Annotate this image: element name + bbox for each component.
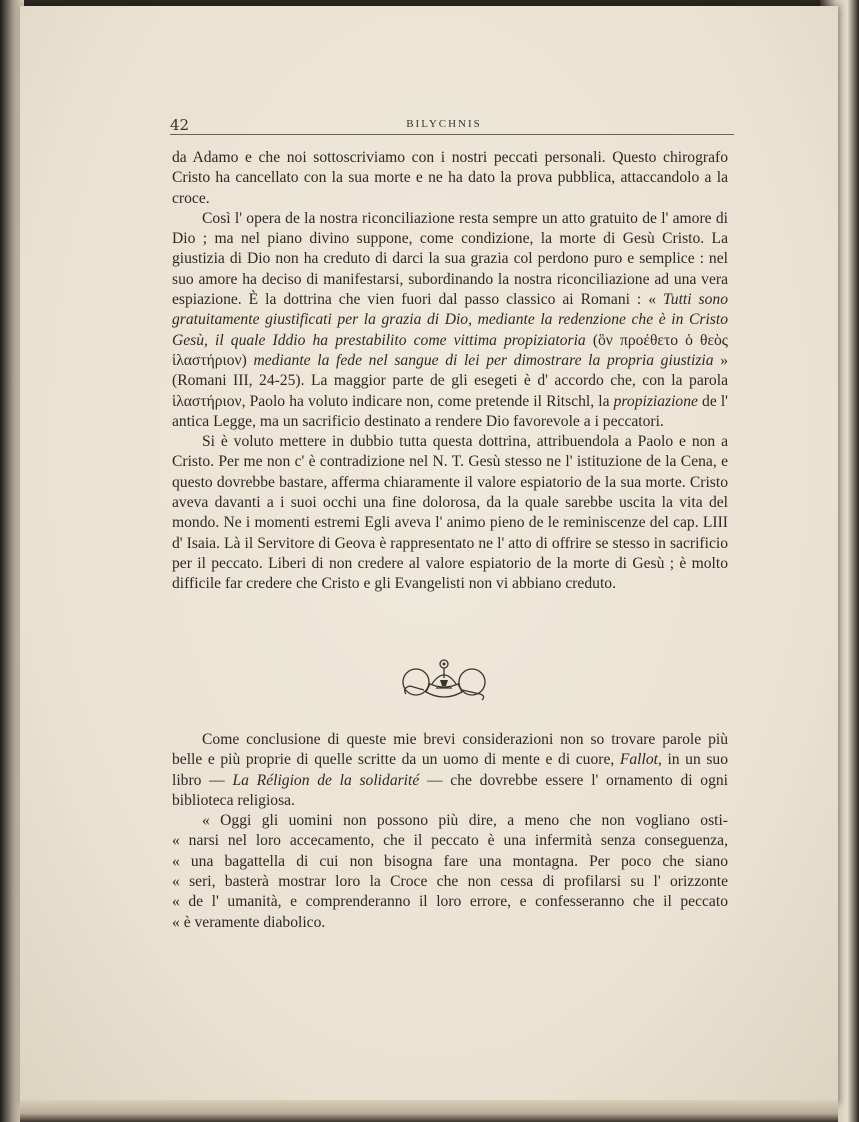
header-rule — [170, 134, 734, 135]
paragraph-4-text-c: — che dovrebbe essere l' ornamento di ogni biblioteca religiosa. — [172, 771, 729, 809]
page-header — [150, 114, 738, 140]
running-title: BILYCHNIS — [406, 118, 482, 130]
paragraph-2-text-c: de l' antica Legge, ma un sacrificio destinato a rendere Dio favorevole a i peccatori. — [172, 392, 728, 430]
propiziazione-italic: propiziazione — [613, 392, 698, 410]
paragraph-4-text-a: Come conclusione di queste mie brevi considerazioni non so trovare parole più belle e più proprie di quelle scritte da un uomo di mente e di cuore, — [172, 731, 728, 769]
book-title: La Réligion de la solidarité — [232, 771, 420, 789]
romans-quote-italic-2: mediante la fede nel sangue di lei per dimostrare la propria giustizia — [253, 351, 714, 369]
paragraph-4-text-b: , in un suo libro — — [172, 751, 728, 789]
fallot-quote — [172, 811, 728, 933]
quote-line: « de l' umanità, e comprenderanno il loro errore, e confesseranno che il peccato — [172, 893, 728, 911]
paragraph-2 — [172, 209, 728, 432]
romans-quote-italic-1: Tutti sono gratuitamente giustificati per la grazia di Dio, mediante la redenzione che è in Cristo Gesù, il quale Iddio ha prestabilito come vittima propiziatoria — [172, 291, 728, 349]
quote-line: « una bagattella di cui non bisogna fare una montagna. Per poco che siano — [172, 852, 728, 870]
quote-line: « seri, basterà mostrar loro la Croce che non cessa di profilarsi su l' orizzonte — [172, 873, 728, 891]
oil-lamp-icon — [396, 652, 492, 708]
main-text — [172, 148, 728, 595]
greek-phrase: (ὃν προέθετο ὁ θεὸς ἱλαστήριον) — [172, 331, 728, 369]
page-edge — [20, 1100, 838, 1122]
paragraph-1: da Adamo e che noi sottoscriviamo con i nostri peccati personali. Questo chirografo Cristo ha cancellato con la sua morte e ne ha dato la prova pubblica, attaccandolo a la croce. — [172, 149, 728, 207]
paragraph-3: Si è voluto mettere in dubbio tutta questa dottrina, attribuendola a Paolo e non a Cristo. Per me non c' è contradizione nel N. T. Gesù stesso ne l' istituzione de la Cena, e questo dovrebbe bastare, afferma chiaramente il valore espiatorio de la sua morte. Cristo aveva davanti a i suoi occhi una fine dolorosa, da la quale sarebbe uscita la vita del mondo. Ne i momenti estremi Egli aveva l' animo pieno de le reminiscenze del cap. LIII d' Isaia. Là il Servitore di Geova è rappresentato ne l' atto di offrire se stesso in sacrificio per il peccato. Liberi di non credere al valore espiatorio de la morte di Gesù ; è molto difficile far credere che Cristo e gli Evangelisti non vi abbiano creduto. — [172, 433, 728, 593]
author-fallot: Fallot — [619, 751, 658, 769]
conclusion-text — [172, 730, 728, 933]
paragraph-2-text-a: Così l' opera de la nostra riconciliazione resta sempre un atto gratuito de l' amore di Dio ; ma nel piano divino suppone, come condizione, la morte di Gesù Cristo. La giustizia di Dio non ha creduto di darci la sua grazia col perdono puro e semplice : nel suo amore ha deciso di manifestarsi, subordinando la nostra riconciliazione ad una vera espiazione. È la dottrina che vien fuori dal passo classico ai Romani : « — [172, 209, 728, 309]
quote-line: « Oggi gli uomini non possono più dire, a meno che non vogliano osti- — [202, 812, 728, 830]
quote-line: « è veramente diabolico. — [172, 913, 326, 931]
page-number: 42 — [170, 116, 190, 134]
quote-line: « narsi nel loro accecamento, che il peccato è una infermità senza conseguenza, — [172, 832, 728, 850]
paragraph-4 — [172, 730, 728, 811]
paragraph-2-text-b: » (Romani III, 24-25). La maggior parte de gli esegeti è d' accordo che, con la parola ἱλαστήριον, Paolo ha voluto indicare non, come pretende il Ritschl, la — [172, 351, 728, 410]
